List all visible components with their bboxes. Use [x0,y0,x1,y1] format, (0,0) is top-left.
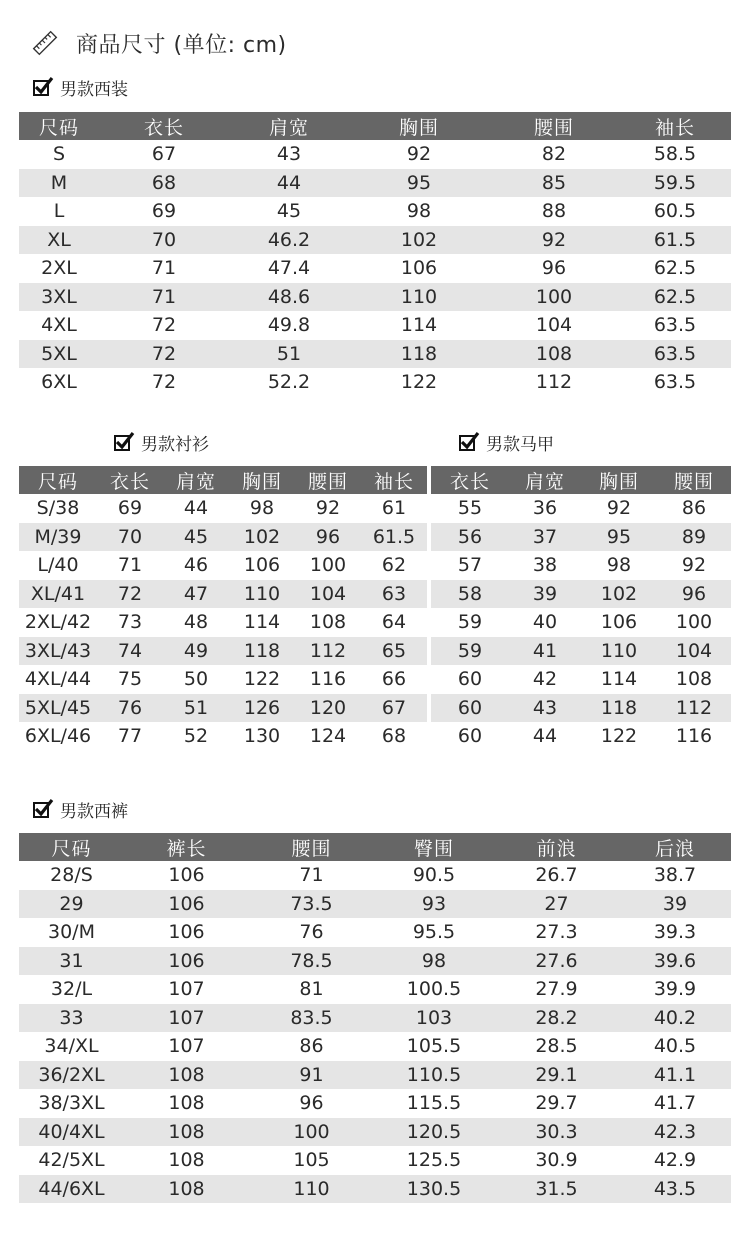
table-cell: 108 [657,665,731,694]
table-row [19,918,731,947]
table-cell: 60 [431,665,509,694]
table-cell: 26.7 [494,861,619,890]
table-cell: 106 [581,608,657,637]
column-header: 臀围 [374,833,494,861]
table-cell: 57 [431,551,509,580]
table-cell: 90.5 [374,861,494,890]
table-header-row [19,112,731,140]
table-cell: 108 [489,340,619,369]
section-header-suit [32,75,128,99]
table-cell: 98 [374,947,494,976]
table-cell: 40 [509,608,581,637]
column-header: 尺码 [19,833,124,861]
table-cell: 73 [97,608,163,637]
table-cell: 38 [509,551,581,580]
table-row [19,1146,731,1175]
table-cell: 106 [349,254,489,283]
table-cell: 118 [349,340,489,369]
table-cell: 108 [124,1146,249,1175]
table-cell: 115.5 [374,1089,494,1118]
pants-size-table [19,833,731,1203]
table-cell: 48.6 [229,283,349,312]
table-cell: 92 [657,551,731,580]
table-cell: 6XL [19,368,99,397]
table-cell: 63.5 [619,311,731,340]
table-cell: 39 [619,890,731,919]
table-cell: 96 [489,254,619,283]
table-cell: 96 [249,1089,374,1118]
table-cell: 63.5 [619,340,731,369]
table-cell: 89 [657,523,731,552]
table-cell: 59.5 [619,169,731,198]
table-cell: 45 [229,197,349,226]
table-cell: 2XL [19,254,99,283]
table-cell: 73.5 [249,890,374,919]
table-cell: 86 [249,1032,374,1061]
table-cell: 60.5 [619,197,731,226]
table-cell: 36 [509,494,581,523]
table-cell: 56 [431,523,509,552]
table-cell: 114 [349,311,489,340]
table-cell: 40/4XL [19,1118,124,1147]
table-row [19,254,731,283]
table-row [19,1004,731,1033]
table-cell: 98 [581,551,657,580]
column-header: 袖长 [619,112,731,140]
table-cell: 122 [229,665,295,694]
table-row [19,197,731,226]
table-cell: 107 [124,1032,249,1061]
table-cell: 100 [657,608,731,637]
table-cell: 120.5 [374,1118,494,1147]
table-cell: 27.9 [494,975,619,1004]
table-cell: 52 [163,722,229,751]
table-cell: 76 [249,918,374,947]
table-cell: 70 [99,226,229,255]
column-header: 腰围 [249,833,374,861]
table-cell: 100 [249,1118,374,1147]
table-cell: 104 [295,580,361,609]
table-cell: 108 [124,1118,249,1147]
table-cell: XL [19,226,99,255]
column-header: 胸围 [349,112,489,140]
column-header: 尺码 [19,466,97,494]
table-cell: 43 [509,694,581,723]
table-cell: 28.2 [494,1004,619,1033]
table-cell: 3XL/43 [19,637,97,666]
checkbox-checked-icon [113,431,135,453]
column-header: 袖长 [361,466,427,494]
table-cell: 63 [361,580,427,609]
table-cell: 104 [657,637,731,666]
table-cell: 62 [361,551,427,580]
table-cell: 58.5 [619,140,731,169]
table-cell: 105.5 [374,1032,494,1061]
table-cell: 93 [374,890,494,919]
table-cell: 68 [361,722,427,751]
column-header: 前浪 [494,833,619,861]
table-row [19,1089,731,1118]
table-cell: 27 [494,890,619,919]
table-cell: 96 [295,523,361,552]
table-cell: 106 [124,918,249,947]
table-cell: 41 [509,637,581,666]
table-cell: 106 [229,551,295,580]
table-cell: 85 [489,169,619,198]
table-cell: 100.5 [374,975,494,1004]
table-cell: 88 [489,197,619,226]
table-row [19,551,731,580]
table-cell: 50 [163,665,229,694]
table-cell: 30.9 [494,1146,619,1175]
checkbox-checked-icon [458,431,480,453]
table-cell: 110 [581,637,657,666]
table-row [19,694,731,723]
table-cell: 78.5 [249,947,374,976]
table-row [19,169,731,198]
table-cell: 95.5 [374,918,494,947]
table-cell: 30/M [19,918,124,947]
table-cell: M/39 [19,523,97,552]
table-row [19,1032,731,1061]
table-cell: 110 [249,1175,374,1204]
section-title: 男款西装 [60,79,128,100]
table-cell: 61 [361,494,427,523]
table-cell: 100 [295,551,361,580]
section-header-pants [32,797,128,821]
table-cell: 102 [581,580,657,609]
table-cell: 42/5XL [19,1146,124,1175]
table-row [19,608,731,637]
table-cell: 72 [99,311,229,340]
table-cell: 69 [97,494,163,523]
table-cell: 40.5 [619,1032,731,1061]
table-cell: 106 [124,947,249,976]
table-cell: 67 [99,140,229,169]
table-row [19,226,731,255]
table-cell: 126 [229,694,295,723]
table-cell: 83.5 [249,1004,374,1033]
table-row [19,890,731,919]
table-cell: 44 [163,494,229,523]
table-cell: 114 [229,608,295,637]
table-cell: 106 [124,890,249,919]
checkbox-checked-icon [32,76,54,98]
table-cell: 108 [124,1061,249,1090]
column-header: 腰围 [657,466,731,494]
table-cell: L [19,197,99,226]
column-header: 尺码 [19,112,99,140]
table-cell: 46.2 [229,226,349,255]
table-cell: 32/L [19,975,124,1004]
table-cell: 71 [97,551,163,580]
table-cell: 110.5 [374,1061,494,1090]
table-cell: 38.7 [619,861,731,890]
table-cell: 72 [97,580,163,609]
table-row [19,1118,731,1147]
table-cell: 37 [509,523,581,552]
table-row [19,494,731,523]
table-cell: 51 [163,694,229,723]
table-cell: 116 [295,665,361,694]
table-cell: 28/S [19,861,124,890]
table-cell: XL/41 [19,580,97,609]
table-row [19,311,731,340]
column-header: 后浪 [619,833,731,861]
table-cell: 29 [19,890,124,919]
table-cell: 49.8 [229,311,349,340]
column-header: 衣长 [99,112,229,140]
table-cell: 51 [229,340,349,369]
page-title: 商品尺寸 (单位: cm) [76,32,287,58]
ruler-icon [32,30,58,56]
table-row [19,1175,731,1204]
table-cell: 43.5 [619,1175,731,1204]
checkbox-checked-icon [32,798,54,820]
table-cell: 72 [99,340,229,369]
table-cell: S [19,140,99,169]
table-cell: 31.5 [494,1175,619,1204]
table-cell: 114 [581,665,657,694]
table-cell: 33 [19,1004,124,1033]
table-cell: 42.9 [619,1146,731,1175]
table-cell: 112 [489,368,619,397]
section-title: 男款西裤 [60,801,128,822]
table-cell: 112 [295,637,361,666]
table-cell: 2XL/42 [19,608,97,637]
table-row [19,1061,731,1090]
table-cell: 130.5 [374,1175,494,1204]
table-cell: 110 [349,283,489,312]
table-cell: 105 [249,1146,374,1175]
table-cell: 92 [489,226,619,255]
table-cell: 72 [99,368,229,397]
section-header-vest [458,430,554,454]
table-cell: 29.1 [494,1061,619,1090]
table-header-row [19,466,731,494]
table-cell: 63.5 [619,368,731,397]
table-cell: 108 [124,1089,249,1118]
column-header: 胸围 [581,466,657,494]
column-header: 衣长 [431,466,509,494]
table-row [19,580,731,609]
table-cell: 122 [581,722,657,751]
table-cell: 44/6XL [19,1175,124,1204]
table-cell: 47.4 [229,254,349,283]
table-cell: S/38 [19,494,97,523]
table-cell: 30.3 [494,1118,619,1147]
table-cell: 39.6 [619,947,731,976]
table-cell: 52.2 [229,368,349,397]
table-cell: 3XL [19,283,99,312]
table-cell: 65 [361,637,427,666]
table-cell: 118 [581,694,657,723]
table-cell: 71 [99,283,229,312]
table-cell: 4XL/44 [19,665,97,694]
table-cell: 29.7 [494,1089,619,1118]
table-cell: 61.5 [619,226,731,255]
table-cell: 43 [229,140,349,169]
table-cell: 76 [97,694,163,723]
table-cell: 108 [124,1175,249,1204]
table-cell: 64 [361,608,427,637]
table-cell: 95 [581,523,657,552]
table-row [19,523,731,552]
table-cell: 100 [489,283,619,312]
table-cell: 107 [124,975,249,1004]
table-cell: 36/2XL [19,1061,124,1090]
table-cell: 98 [229,494,295,523]
table-row [19,368,731,397]
table-cell: 75 [97,665,163,694]
table-cell: 77 [97,722,163,751]
table-row [19,947,731,976]
table-cell: 28.5 [494,1032,619,1061]
table-cell: 48 [163,608,229,637]
table-cell: 91 [249,1061,374,1090]
table-cell: 41.7 [619,1089,731,1118]
table-cell: 27.3 [494,918,619,947]
table-cell: 59 [431,608,509,637]
page-heading [32,26,287,60]
column-header: 衣长 [97,466,163,494]
table-cell: 6XL/46 [19,722,97,751]
table-cell: 110 [229,580,295,609]
table-cell: 62.5 [619,283,731,312]
table-cell: 45 [163,523,229,552]
table-cell: 71 [99,254,229,283]
table-cell: 60 [431,694,509,723]
table-cell: 125.5 [374,1146,494,1175]
table-cell: 82 [489,140,619,169]
table-cell: 47 [163,580,229,609]
table-cell: 92 [349,140,489,169]
table-cell: 108 [295,608,361,637]
table-cell: 39 [509,580,581,609]
table-cell: 58 [431,580,509,609]
table-cell: 107 [124,1004,249,1033]
table-cell: 122 [349,368,489,397]
table-cell: 34/XL [19,1032,124,1061]
table-cell: 92 [295,494,361,523]
table-row [19,665,731,694]
table-cell: 86 [657,494,731,523]
table-cell: 118 [229,637,295,666]
column-header: 裤长 [124,833,249,861]
section-title: 男款衬衫 [141,434,209,455]
table-cell: 42 [509,665,581,694]
table-cell: 42.3 [619,1118,731,1147]
column-header: 肩宽 [509,466,581,494]
table-cell: 102 [349,226,489,255]
table-cell: 49 [163,637,229,666]
table-cell: 61.5 [361,523,427,552]
table-cell: 60 [431,722,509,751]
column-header: 胸围 [229,466,295,494]
table-cell: 106 [124,861,249,890]
table-cell: 44 [509,722,581,751]
column-header: 腰围 [295,466,361,494]
table-cell: 55 [431,494,509,523]
table-cell: 46 [163,551,229,580]
column-header: 肩宽 [229,112,349,140]
table-cell: 40.2 [619,1004,731,1033]
table-cell: 96 [657,580,731,609]
table-cell: 38/3XL [19,1089,124,1118]
table-cell: 71 [249,861,374,890]
table-cell: 5XL/45 [19,694,97,723]
shirt-vest-size-table [19,466,731,751]
section-header-shirt [113,430,209,454]
table-cell: 59 [431,637,509,666]
column-header: 肩宽 [163,466,229,494]
suit-size-table [19,112,731,397]
table-cell: 66 [361,665,427,694]
table-cell: 31 [19,947,124,976]
table-cell: 68 [99,169,229,198]
table-cell: L/40 [19,551,97,580]
table-row [19,283,731,312]
table-cell: 102 [229,523,295,552]
table-cell: 92 [581,494,657,523]
table-cell: 120 [295,694,361,723]
table-cell: 44 [229,169,349,198]
table-cell: 39.3 [619,918,731,947]
table-cell: 62.5 [619,254,731,283]
table-cell: 124 [295,722,361,751]
table-cell: 4XL [19,311,99,340]
table-cell: 27.6 [494,947,619,976]
table-cell: 81 [249,975,374,1004]
table-row [19,637,731,666]
table-row [19,340,731,369]
table-cell: 39.9 [619,975,731,1004]
table-cell: 104 [489,311,619,340]
table-row [19,861,731,890]
table-cell: 41.1 [619,1061,731,1090]
table-cell: 103 [374,1004,494,1033]
table-row [19,722,731,751]
table-cell: 130 [229,722,295,751]
table-cell: 74 [97,637,163,666]
table-cell: 116 [657,722,731,751]
table-cell: 95 [349,169,489,198]
table-cell: 5XL [19,340,99,369]
column-header: 腰围 [489,112,619,140]
table-cell: 70 [97,523,163,552]
table-row [19,140,731,169]
table-cell: 98 [349,197,489,226]
table-cell: 69 [99,197,229,226]
table-row [19,975,731,1004]
table-cell: M [19,169,99,198]
table-header-row [19,833,731,861]
table-cell: 112 [657,694,731,723]
section-title: 男款马甲 [486,434,554,455]
table-cell: 67 [361,694,427,723]
